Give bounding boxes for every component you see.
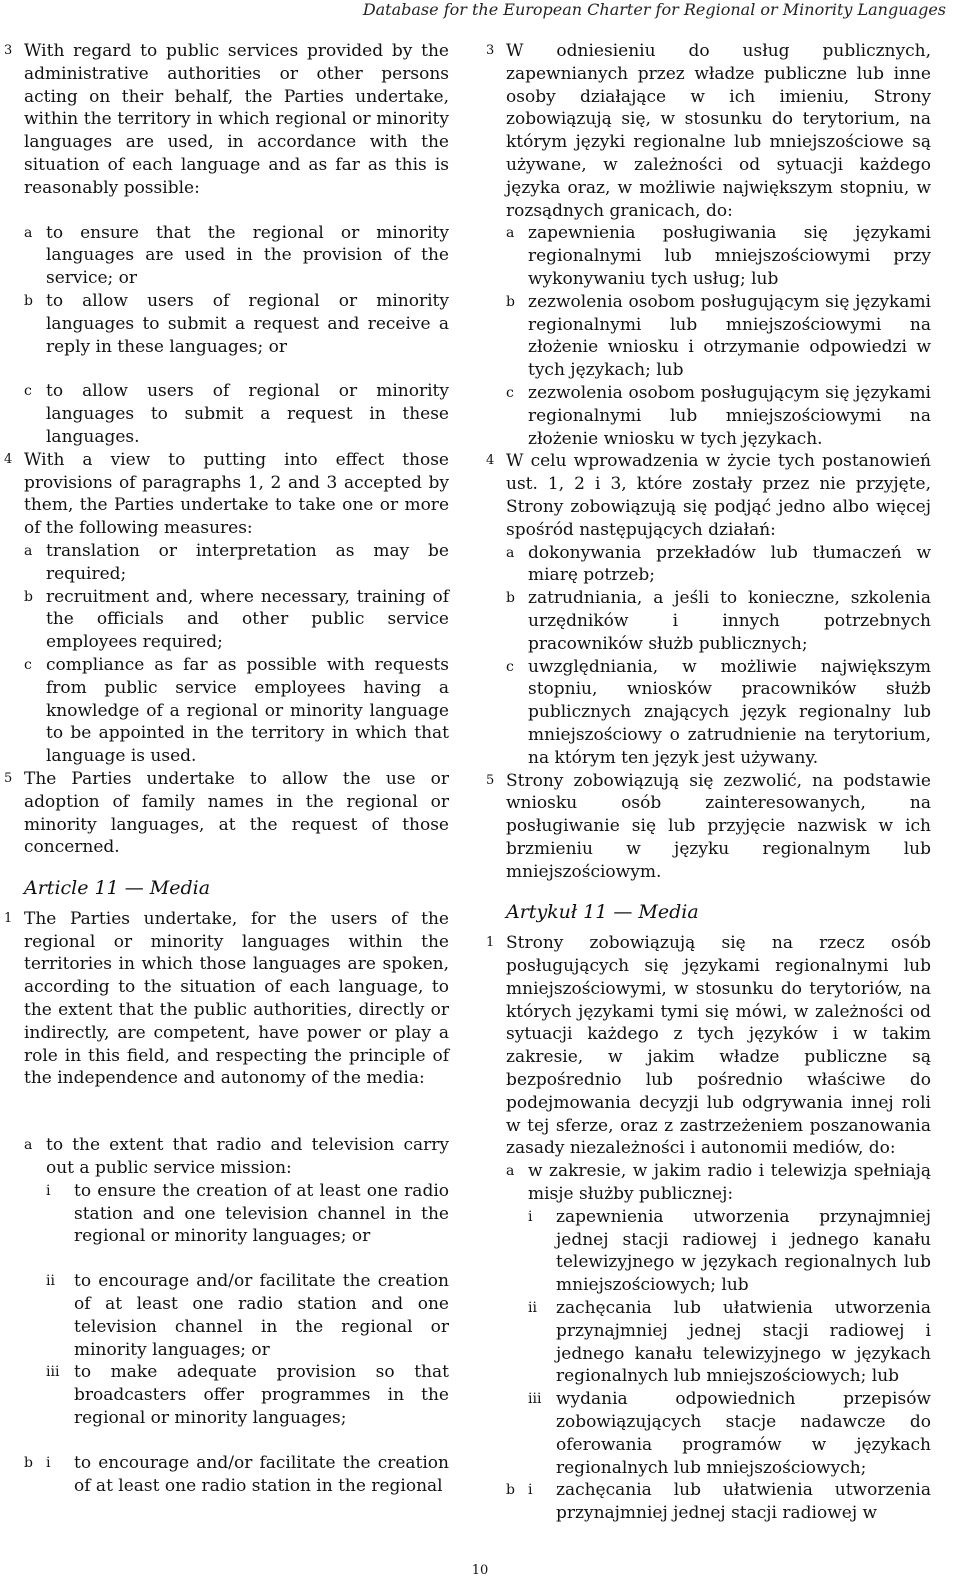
item-letter: b: [506, 590, 515, 607]
item-letter: c: [24, 383, 32, 400]
polish-column: [486, 40, 931, 1525]
item-text: uwzględniania, w możliwie największym stopniu, wniosków pracowników służb publicznych znających język regionalny lub mniejszościowy o zatrudnienie na terytorium, na którym ten język jest używany.: [528, 656, 931, 768]
item-text: to make adequate provision so that broadcasters offer programmes in the regional or minority languages;: [74, 1362, 449, 1429]
paragraph-number: 3: [486, 43, 495, 58]
item-text: translation or interpretation as may be required;: [46, 540, 449, 584]
item-4c: [24, 654, 449, 768]
item-3a: [506, 222, 931, 290]
item-letter: c: [506, 658, 514, 675]
paragraph-number: 5: [4, 770, 13, 786]
item-text: zatrudniania, a jeśli to konieczne, szkolenia urzędników i innych potrzebnych pracowników służb publicznych;: [528, 588, 931, 654]
item-1a: [24, 1134, 449, 1180]
item-4c: [506, 656, 931, 770]
item-1a-i: [506, 1206, 931, 1297]
item-letter: a: [24, 542, 33, 559]
item-text: compliance as far as possible with requests from public service employees having a knowledge of a regional or minority language to be appointed in the territory in which that language is used.: [46, 654, 449, 767]
paragraph-3: [4, 40, 449, 200]
paragraph-4: [486, 450, 931, 541]
item-letter: a: [24, 1137, 33, 1154]
paragraph-text: With a view to putting into effect those provisions of paragraphs 1, 2 and 3 accepted by them, the Parties undertake to take one or more of the following measures:: [24, 449, 449, 539]
paragraph-text: W celu wprowadzenia w życie tych postanowień ust. 1, 2 i 3, które zostały przez nie przyjęte, Strony zobowiązują się podjąć jedno albo więcej spośród następujących działań:: [506, 451, 931, 540]
item-1a-iii: [24, 1361, 449, 1429]
item-4a: [24, 540, 449, 586]
paragraph-number: 5: [486, 772, 495, 788]
item-3a: [24, 222, 449, 290]
item-1b-i: [506, 1479, 931, 1525]
item-text: to ensure the creation of at least one radio station and one television channel in the regional or minority languages; or: [74, 1180, 449, 1247]
item-letter: a: [506, 544, 515, 561]
paragraph-text: W odniesieniu do usług publicznych, zapewnianych przez władze publiczne lub inne osoby działające w ich imieniu, Strony zobowiązują się, w stosunku do terytorium, na którym języki regionalne lub mniejszościowe są używane, w zależności od sytuacji każdego języka oraz, w możliwie największym stopniu, w rozsądnych granicach, do:: [506, 41, 931, 221]
item-4b: [506, 587, 931, 655]
paragraph-3: [486, 40, 931, 222]
item-text: to allow users of regional or minority languages to submit a request and receive a reply in these languages; or: [46, 290, 449, 357]
item-4b: [24, 586, 449, 654]
page-header: Database for the European Charter for Regional or Minority Languages: [362, 0, 946, 19]
item-text: to allow users of regional or minority languages to submit a request in these languages.: [46, 381, 449, 447]
paragraph-5: [4, 768, 449, 859]
item-roman: iii: [46, 1364, 60, 1381]
item-text: to encourage and/or facilitate the creation of at least one radio station and one television channel in the regional or minority languages; or: [74, 1271, 449, 1360]
item-letter: b: [24, 292, 33, 309]
item-letter: b: [24, 588, 33, 605]
item-text: zachęcania lub ułatwienia utworzenia przynajmniej jednej stacji radiowej w: [556, 1480, 931, 1524]
item-letter: a: [24, 224, 33, 241]
item-1a: [506, 1160, 931, 1206]
paragraph-number: 4: [4, 451, 13, 467]
item-1a-ii: [24, 1270, 449, 1361]
english-column: [4, 40, 449, 1497]
item-text: to the extent that radio and television carry out a public service mission:: [46, 1135, 449, 1179]
paragraph-number: 3: [4, 43, 13, 58]
paragraph-text: With regard to public services provided by the administrative authorities or other persons acting on their behalf, the Parties undertake, within the territory in which regional or minority languages are used, in accordance with the situation of each language and as far as this is reasonably possible:: [24, 41, 449, 198]
article-heading: Article 11 — Media: [24, 877, 211, 900]
item-1a-i: [24, 1180, 449, 1248]
paragraph-number: 1: [4, 910, 13, 926]
item-letter: c: [506, 384, 514, 401]
item-text: dokonywania przekładów lub tłumaczeń w miarę potrzeb;: [528, 542, 931, 586]
paragraph-text: Strony zobowiązują się na rzecz osób posługujących się językami regionalnymi lub mniejszościowymi, w stosunku do terytoriów, na których językami tymi się mówi, w zależności od sytuacji każdego z tych języków i w takim zakresie, w jakim władze publiczne są bezpośrednio lub pośrednio właściwe do podejmowania decyzji lub odgrywania innej roli w tej sferze, oraz z zastrzeżeniem poszanowania zasady niezależności i autonomii mediów, do:: [506, 933, 931, 1159]
article-paragraph-1: [486, 932, 931, 1160]
item-4a: [506, 542, 931, 588]
paragraph-5: [486, 770, 931, 884]
item-text: to ensure that the regional or minority languages are used in the provision of the service; or: [46, 222, 449, 289]
paragraph-text: The Parties undertake to allow the use or adoption of family names in the regional or minority languages, at the request of those concerned.: [24, 768, 449, 858]
paragraph-text: The Parties undertake, for the users of the regional or minority languages within the territories in which those languages are spoken, according to the situation of each language, to the extent that the public authorities, directly or indirectly, are competent, have power or play a role in this field, and respecting the principle of the independence and autonomy of the media:: [24, 908, 449, 1089]
page-number: 10: [471, 1563, 489, 1578]
item-3c: [506, 382, 931, 450]
item-roman: ii: [528, 1300, 537, 1317]
item-roman: i: [528, 1208, 533, 1225]
paragraph-text: Strony zobowiązują się zezwolić, na podstawie wniosku osób zainteresowanych, na posługiwanie się lub przyjęcie nazwisk w ich brzmieniu w języku regionalnym lub mniejszościowym.: [506, 770, 931, 882]
item-letter: a: [506, 225, 515, 242]
item-text: zapewnienia posługiwania się językami regionalnymi lub mniejszościowymi przy wykonywaniu tych usług; lub: [528, 223, 931, 289]
article-paragraph-1: [4, 908, 449, 1090]
item-letter: b: [24, 1454, 33, 1471]
item-text: to encourage and/or facilitate the creation of at least one radio station in the regional: [74, 1452, 449, 1496]
item-letter: c: [24, 656, 32, 673]
item-letter: b: [506, 1482, 515, 1499]
item-3b: [24, 290, 449, 358]
item-3c: [24, 380, 449, 448]
paragraph-number: 1: [486, 935, 495, 951]
item-roman: ii: [46, 1273, 55, 1290]
item-text: zezwolenia osobom posługującym się językami regionalnymi lub mniejszościowymi na złożenie wniosku i otrzymanie odpowiedzi w tych językach; lub: [528, 291, 931, 381]
item-text: recruitment and, where necessary, training of the officials and other public service employees required;: [46, 586, 449, 653]
item-1a-ii: [506, 1297, 931, 1388]
item-roman: i: [46, 1454, 51, 1471]
item-letter: b: [506, 293, 515, 310]
paragraph-4: [4, 449, 449, 540]
item-roman: iii: [528, 1391, 542, 1408]
item-text: w zakresie, w jakim radio i telewizja spełniają misje służby publicznej:: [528, 1161, 931, 1205]
article-heading: Artykuł 11 — Media: [506, 901, 699, 924]
item-text: zachęcania lub ułatwienia utworzenia przynajmniej jednej stacji radiowej i jednego kanału telewizyjnego w językach regionalnych lub mniejszościowych; lub: [556, 1298, 931, 1387]
item-text: zezwolenia osobom posługującym się językami regionalnymi lub mniejszościowymi na złożenie wniosku w tych językach.: [528, 382, 931, 449]
item-letter: a: [506, 1163, 515, 1180]
paragraph-number: 4: [486, 453, 495, 469]
item-text: zapewnienia utworzenia przynajmniej jednej stacji radiowej i jednego kanału telewizyjnego w językach regionalnych lub mniejszościowych; lub: [556, 1206, 931, 1296]
item-text: wydania odpowiednich przepisów zobowiązujących stacje nadawcze do oferowania programów w językach regionalnych lub mniejszościowych;: [556, 1389, 931, 1478]
item-roman: i: [528, 1482, 533, 1499]
item-1b-i: [24, 1452, 449, 1498]
item-roman: i: [46, 1182, 51, 1199]
item-3b: [506, 291, 931, 382]
item-1a-iii: [506, 1388, 931, 1479]
